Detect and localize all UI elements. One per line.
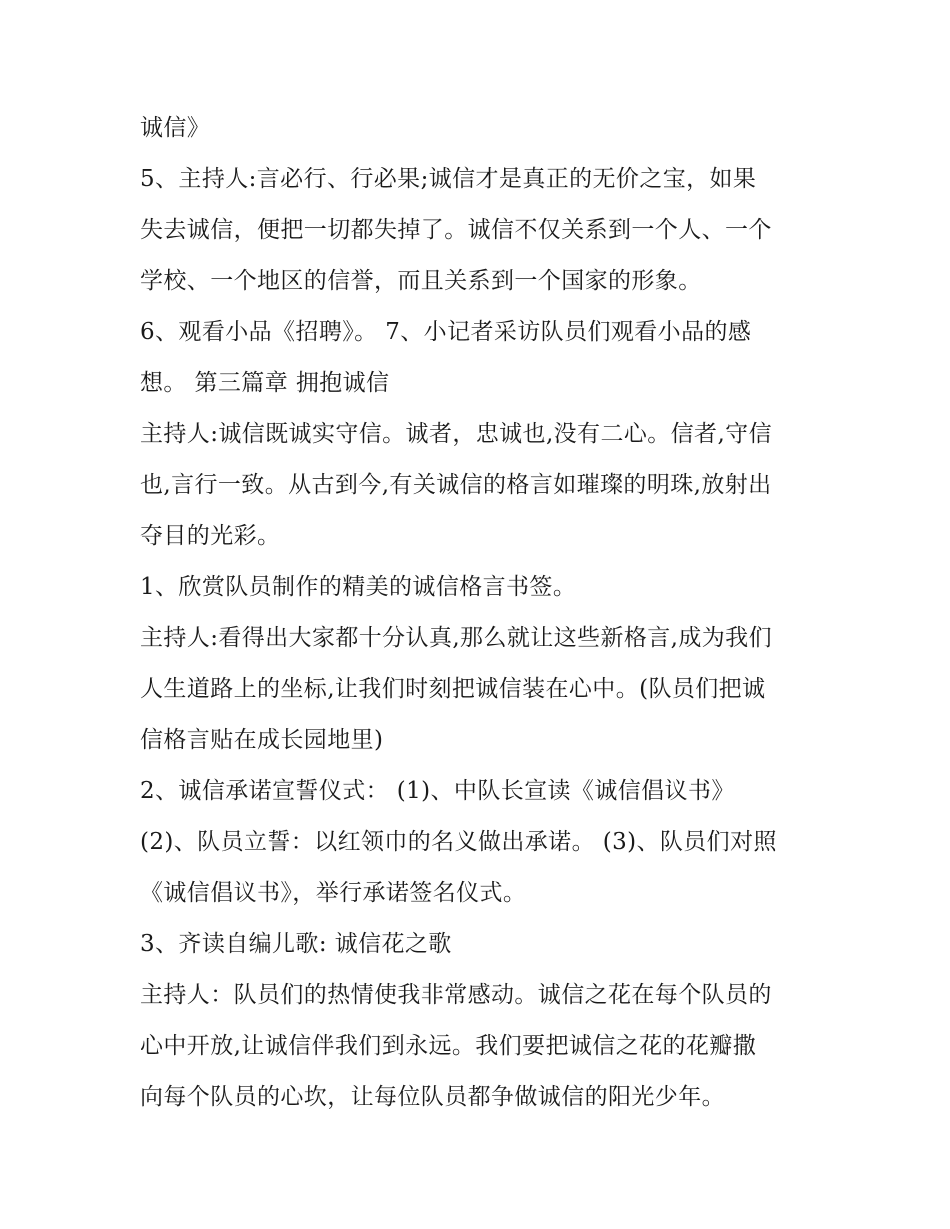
text-line: 想。 第三篇章 拥抱诚信 <box>140 370 390 396</box>
text-line: 也,言行一致。从古到今,有关诚信的格言如璀璨的明珠,放射出 <box>140 472 772 498</box>
text-line: 主持人:看得出大家都十分认真,那么就让这些新格言,成为我们 <box>140 625 772 651</box>
text-line: 失去诚信，便把一切都失掉了。诚信不仅关系到一个人、一个 <box>140 217 772 243</box>
text-line: (2)、队员立誓：以红领巾的名义做出承诺。 (3)、队员们对照 <box>140 829 777 855</box>
text-line: 《诚信倡议书》，举行承诺签名仪式。 <box>140 880 527 906</box>
text-line: 信格言贴在成长园地里) <box>140 727 384 753</box>
text-line: 夺目的光彩。 <box>140 523 281 549</box>
text-line: 5、主持人:言必行、行必果;诚信才是真正的无价之宝，如果 <box>140 166 757 192</box>
text-line: 学校、一个地区的信誉，而且关系到一个国家的形象。 <box>140 268 702 294</box>
text-line: 3、齐读自编儿歌: 诚信花之歌 <box>140 931 452 957</box>
text-line: 人生道路上的坐标,让我们时刻把诚信装在心中。(队员们把诚 <box>140 676 766 702</box>
document-body <box>140 103 830 1123</box>
text-line: 1、欣赏队员制作的精美的诚信格言书签。 <box>140 574 577 600</box>
text-line: 向每个队员的心坎，让每位队员都争做诚信的阳光少年。 <box>140 1084 725 1110</box>
text-line: 主持人:诚信既诚实守信。诚者，忠诚也,没有二心。信者,守信 <box>140 421 772 447</box>
text-line: 心中开放,让诚信伴我们到永远。我们要把诚信之花的花瓣撒 <box>140 1033 757 1059</box>
text-line: 6、观看小品《招聘》。 7、小记者采访队员们观看小品的感 <box>140 319 752 345</box>
text-line: 主持人：队员们的热情使我非常感动。诚信之花在每个队员的 <box>140 982 772 1008</box>
text-line: 诚信》 <box>140 115 211 141</box>
text-line: 2、诚信承诺宣誓仪式： (1)、中队长宣读《诚信倡议书》 <box>140 778 735 804</box>
